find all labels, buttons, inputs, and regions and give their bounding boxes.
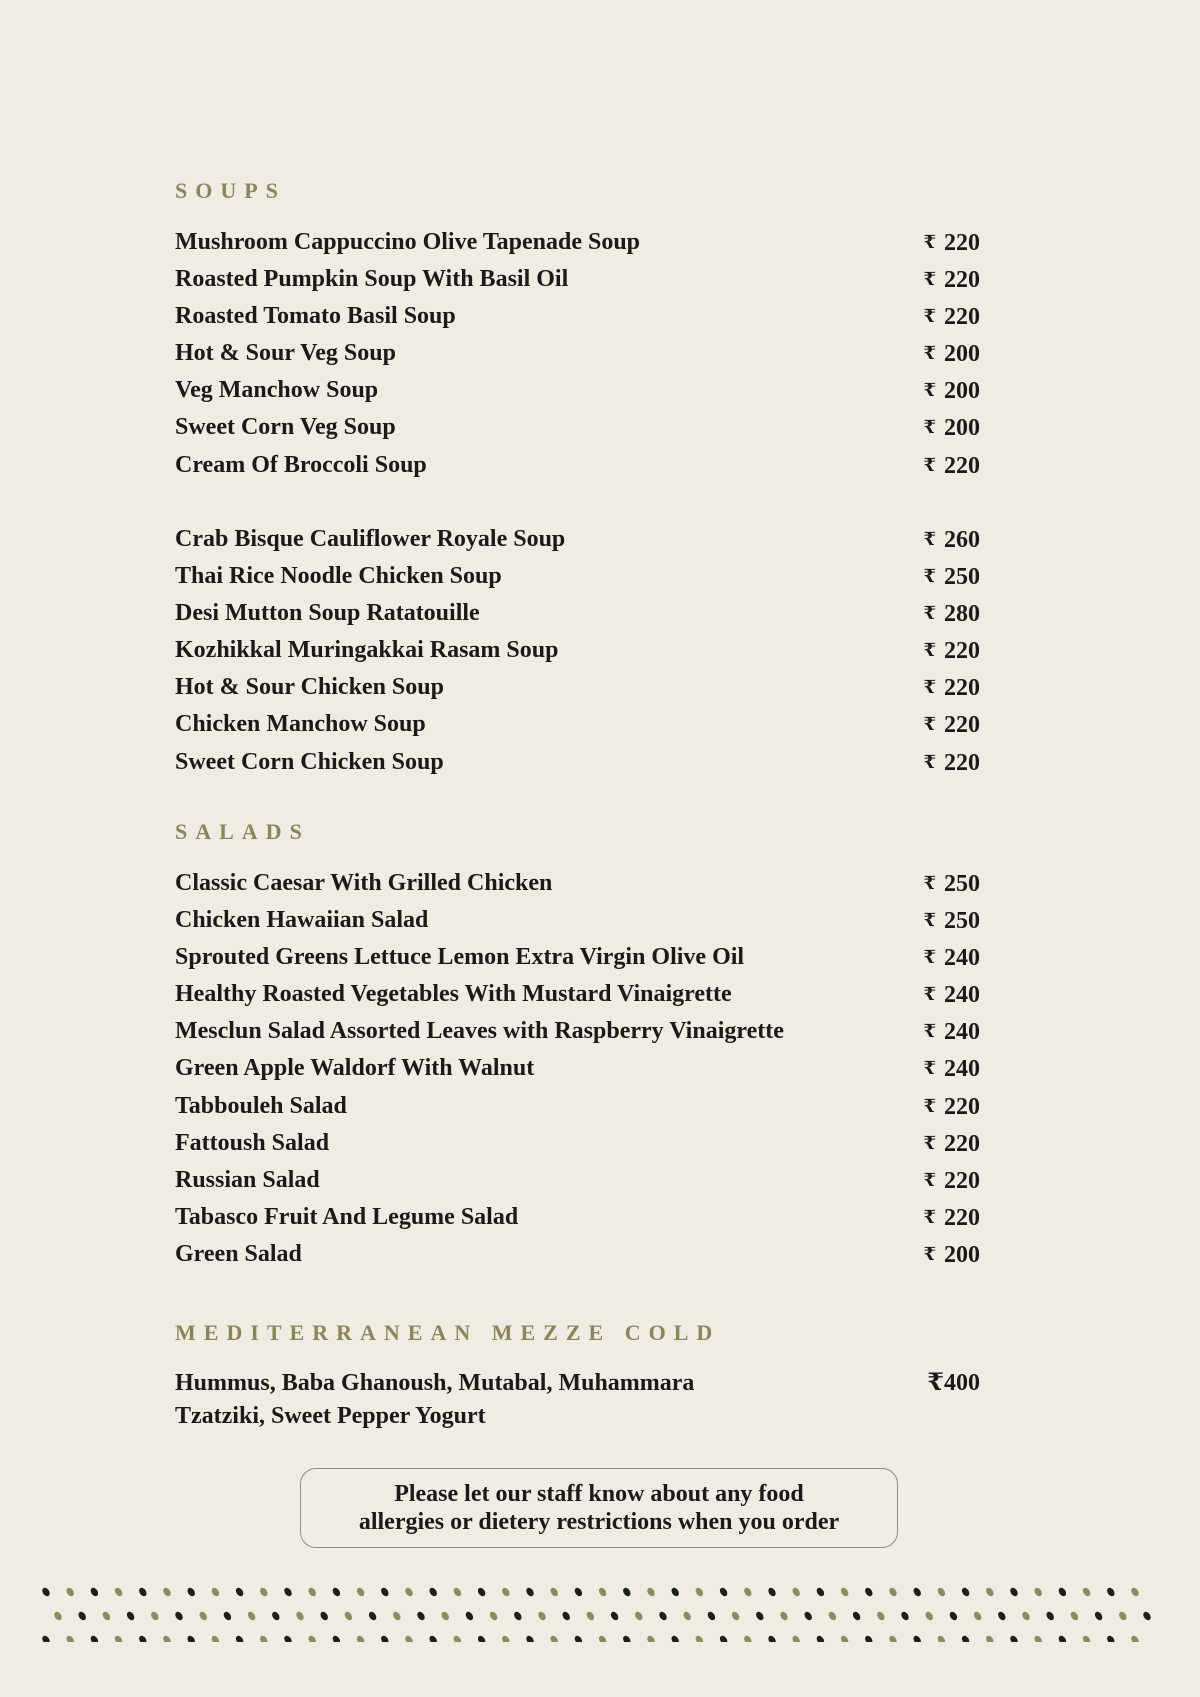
allergy-notice-line-2: allergies or dietery restrictions when you order — [358, 1509, 840, 1535]
decorative-dot — [138, 1634, 149, 1642]
decorative-dot — [694, 1586, 705, 1597]
decorative-dot — [948, 1610, 959, 1621]
menu-item — [175, 562, 980, 599]
decorative-dot — [924, 1610, 935, 1621]
decorative-dot — [1130, 1586, 1141, 1597]
decorative-dot — [271, 1610, 282, 1621]
decorative-dot — [1021, 1610, 1032, 1621]
menu-item — [175, 1166, 980, 1203]
decorative-dot — [549, 1586, 560, 1597]
menu-item-price-value: 220 — [944, 304, 980, 331]
decorative-dot — [960, 1634, 971, 1642]
menu-item-name: Desi Mutton Soup Ratatouille — [175, 600, 480, 627]
decorative-dot — [65, 1586, 76, 1597]
menu-item-name: Classic Caesar With Grilled Chicken — [175, 870, 553, 896]
decorative-dot — [706, 1610, 717, 1621]
decorative-dot — [815, 1586, 826, 1597]
decorative-dot — [525, 1634, 536, 1642]
rupee-icon: ₹ — [923, 269, 936, 290]
decorative-dot — [355, 1634, 366, 1642]
menu-item-price-value: 220 — [944, 267, 980, 294]
mezze-heading: MEDITERRANEAN MEZZE COLD — [175, 1320, 721, 1345]
decorative-dot — [234, 1634, 245, 1642]
decorative-dot — [331, 1634, 342, 1642]
menu-item-name: Healthy Roasted Vegetables With Mustard Vinaigrette — [175, 981, 732, 1008]
menu-item-name: Fattoush Salad — [175, 1129, 330, 1156]
decorative-dot — [634, 1610, 645, 1621]
decorative-dot — [646, 1586, 657, 1597]
decorative-dot — [41, 1586, 52, 1597]
menu-item-price-value: 220 — [944, 712, 980, 739]
decorative-dot — [476, 1586, 487, 1597]
rupee-icon: ₹ — [923, 1206, 936, 1227]
menu-item-price-value: 220 — [944, 1093, 980, 1120]
rupee-icon: ₹ — [923, 1132, 936, 1153]
decorative-dot — [428, 1586, 439, 1597]
decorative-dot — [138, 1586, 149, 1597]
decorative-dot — [997, 1610, 1008, 1621]
decorative-dot — [609, 1610, 620, 1621]
menu-item-price — [923, 376, 980, 405]
menu-item-price — [923, 1092, 980, 1121]
mezze-item — [175, 1367, 980, 1433]
menu-item — [175, 710, 980, 747]
menu-item-name: Green Salad — [175, 1240, 302, 1267]
rupee-icon: ₹ — [923, 566, 936, 587]
decorative-dot-pattern — [36, 1582, 1166, 1642]
decorative-dot — [561, 1610, 572, 1621]
menu-item — [175, 980, 980, 1017]
mezze-price-value: 400 — [944, 1370, 980, 1396]
menu-item-name: Hot & Sour Veg Soup — [175, 340, 396, 367]
rupee-icon: ₹ — [923, 751, 936, 772]
menu-item-price — [923, 943, 980, 972]
menu-item — [175, 265, 980, 302]
menu-item-price — [923, 451, 980, 480]
decorative-dot — [488, 1610, 499, 1621]
menu-item-price-value: 240 — [944, 1056, 980, 1083]
decorative-dot — [694, 1634, 705, 1642]
decorative-dot — [670, 1586, 681, 1597]
mezze-item-line-2: Tzatziki, Sweet Pepper Yogurt — [175, 1403, 486, 1429]
decorative-dot — [162, 1586, 173, 1597]
decorative-dot — [767, 1634, 778, 1642]
decorative-dot — [622, 1586, 633, 1597]
menu-item-price-value: 220 — [944, 452, 980, 479]
decorative-dot — [1081, 1586, 1092, 1597]
rupee-icon: ₹ — [923, 640, 936, 661]
decorative-dot — [392, 1610, 403, 1621]
decorative-dot — [367, 1610, 378, 1621]
decorative-dot — [1045, 1610, 1056, 1621]
decorative-dot — [1033, 1586, 1044, 1597]
decorative-dot — [210, 1586, 221, 1597]
menu-item-name: Tabbouleh Salad — [175, 1092, 347, 1119]
decorative-dot — [1106, 1634, 1117, 1642]
decorative-dot — [295, 1610, 306, 1621]
menu-item-price — [923, 1166, 980, 1195]
decorative-dot — [440, 1610, 451, 1621]
decorative-dot — [682, 1610, 693, 1621]
decorative-dot — [1106, 1586, 1117, 1597]
rupee-icon: ₹ — [923, 1058, 936, 1079]
decorative-dot — [730, 1610, 741, 1621]
decorative-dot — [985, 1634, 996, 1642]
menu-item-name: Roasted Pumpkin Soup With Basil Oil — [175, 266, 569, 293]
menu-item-price — [923, 869, 980, 898]
menu-item — [175, 1092, 980, 1129]
decorative-dot — [525, 1586, 536, 1597]
decorative-dot — [513, 1610, 524, 1621]
decorative-dot — [150, 1610, 161, 1621]
menu-item — [175, 1017, 980, 1054]
decorative-dot — [1057, 1634, 1068, 1642]
menu-item-price-value: 250 — [944, 908, 980, 935]
menu-item — [175, 376, 980, 413]
menu-item-price — [923, 673, 980, 702]
rupee-icon: ₹ — [923, 380, 936, 401]
rupee-icon: ₹ — [923, 714, 936, 735]
decorative-dot — [101, 1610, 112, 1621]
menu-item-price-value: 250 — [944, 564, 980, 591]
decorative-dot — [791, 1634, 802, 1642]
menu-item-name: Russian Salad — [175, 1166, 320, 1193]
decorative-dot — [960, 1586, 971, 1597]
decorative-dot — [851, 1610, 862, 1621]
rupee-icon: ₹ — [923, 873, 936, 893]
menu-item-price-value: 200 — [944, 415, 980, 442]
menu-item-price — [923, 599, 980, 628]
menu-item-name: Cream Of Broccoli Soup — [175, 451, 427, 478]
menu-item — [175, 1203, 980, 1240]
decorative-dot — [464, 1610, 475, 1621]
decorative-dot — [718, 1634, 729, 1642]
decorative-dot — [864, 1586, 875, 1597]
soups-heading: SOUPS — [175, 178, 286, 203]
rupee-icon: ₹ — [923, 454, 936, 475]
menu-item-price-value: 220 — [944, 230, 980, 256]
decorative-dot — [343, 1610, 354, 1621]
decorative-dot — [1130, 1634, 1141, 1642]
menu-item — [175, 525, 980, 562]
menu-item-price-value: 200 — [944, 378, 980, 405]
menu-item — [175, 869, 980, 906]
menu-item-name: Hot & Sour Chicken Soup — [175, 674, 444, 701]
decorative-dot — [1009, 1586, 1020, 1597]
allergy-notice-line-1: Please let our staff know about any food — [394, 1481, 804, 1507]
menu-item-price-value: 220 — [944, 638, 980, 665]
menu-item-price — [923, 265, 980, 294]
decorative-dot — [186, 1634, 197, 1642]
menu-item-price-value: 260 — [944, 527, 980, 553]
decorative-dot — [1033, 1634, 1044, 1642]
decorative-dot — [670, 1634, 681, 1642]
decorative-dot — [174, 1610, 185, 1621]
menu-item — [175, 748, 980, 785]
decorative-dot — [53, 1610, 64, 1621]
menu-item — [175, 636, 980, 673]
mezze-item-price — [927, 1367, 980, 1400]
menu-item-name: Kozhikkal Muringakkai Rasam Soup — [175, 637, 559, 664]
menu-item-name: Green Apple Waldorf With Walnut — [175, 1055, 535, 1082]
menu-item-name: Veg Manchow Soup — [175, 377, 379, 404]
decorative-dot — [428, 1634, 439, 1642]
decorative-dot — [501, 1586, 512, 1597]
menu-item-price-value: 240 — [944, 982, 980, 1009]
menu-item-name: Sweet Corn Veg Soup — [175, 414, 396, 441]
decorative-dot — [246, 1610, 257, 1621]
decorative-dot — [125, 1610, 136, 1621]
menu-item — [175, 599, 980, 636]
menu-item-price — [923, 980, 980, 1009]
decorative-dot — [597, 1634, 608, 1642]
decorative-dot — [718, 1586, 729, 1597]
mezze-item-line-1: Hummus, Baba Ghanoush, Mutabal, Muhammara — [175, 1370, 695, 1396]
decorative-dot — [186, 1586, 197, 1597]
decorative-dot — [803, 1610, 814, 1621]
decorative-dot — [501, 1634, 512, 1642]
rupee-icon: ₹ — [923, 1243, 936, 1264]
menu-item-price — [923, 1054, 980, 1083]
rupee-icon: ₹ — [923, 1095, 936, 1116]
rupee-icon: ₹ — [923, 947, 936, 968]
decorative-dot — [876, 1610, 887, 1621]
menu-item-price-value: 220 — [944, 675, 980, 702]
decorative-dot — [839, 1586, 850, 1597]
decorative-dot — [622, 1634, 633, 1642]
decorative-dot — [779, 1610, 790, 1621]
menu-item-price-value: 250 — [944, 871, 980, 897]
menu-item-price-value: 240 — [944, 945, 980, 972]
decorative-dot — [1142, 1610, 1153, 1621]
menu-item-price — [923, 1203, 980, 1232]
decorative-dot — [1093, 1610, 1104, 1621]
menu-item-price — [923, 525, 980, 554]
decorative-dot — [452, 1634, 463, 1642]
menu-item-name: Chicken Hawaiian Salad — [175, 907, 429, 934]
decorative-dot — [573, 1586, 584, 1597]
decorative-dot — [573, 1634, 584, 1642]
menu-item — [175, 228, 980, 265]
menu-item-price-value: 200 — [944, 341, 980, 368]
decorative-dot — [404, 1586, 415, 1597]
decorative-dot — [864, 1634, 875, 1642]
menu-item — [175, 1129, 980, 1166]
menu-item-price — [923, 1129, 980, 1158]
decorative-dot — [77, 1610, 88, 1621]
decorative-dot — [41, 1634, 52, 1642]
menu-item-price — [923, 562, 980, 591]
decorative-dot — [755, 1610, 766, 1621]
decorative-dot — [89, 1634, 100, 1642]
decorative-dot — [416, 1610, 427, 1621]
decorative-dot — [815, 1634, 826, 1642]
menu-item-name: Crab Bisque Cauliflower Royale Soup — [175, 526, 566, 552]
menu-item-price — [923, 636, 980, 665]
decorative-dot — [380, 1586, 391, 1597]
decorative-dot — [331, 1586, 342, 1597]
menu-item — [175, 1054, 980, 1091]
decorative-dot — [65, 1634, 76, 1642]
decorative-dot — [307, 1634, 318, 1642]
menu-item-name: Sprouted Greens Lettuce Lemon Extra Virgin Olive Oil — [175, 944, 745, 971]
decorative-dot — [549, 1634, 560, 1642]
decorative-dot — [936, 1586, 947, 1597]
decorative-dot — [900, 1610, 911, 1621]
menu-item-price — [923, 302, 980, 331]
rupee-icon: ₹ — [923, 603, 936, 624]
rupee-icon: ₹ — [923, 1021, 936, 1042]
menu-item-name: Tabasco Fruit And Legume Salad — [175, 1203, 519, 1230]
menu-item-price-value: 200 — [944, 1241, 980, 1268]
decorative-dot — [307, 1586, 318, 1597]
menu-item-name: Mushroom Cappuccino Olive Tapenade Soup — [175, 229, 641, 255]
soups-veg-list — [175, 228, 980, 488]
decorative-dot — [1057, 1586, 1068, 1597]
menu-item-price — [923, 710, 980, 739]
decorative-dot — [936, 1634, 947, 1642]
decorative-dot — [827, 1610, 838, 1621]
decorative-dot — [839, 1634, 850, 1642]
menu-item — [175, 1240, 980, 1277]
decorative-dot — [985, 1586, 996, 1597]
decorative-dot — [646, 1634, 657, 1642]
decorative-dot — [404, 1634, 415, 1642]
menu-item-price — [923, 1240, 980, 1269]
menu-item-name: Thai Rice Noodle Chicken Soup — [175, 563, 502, 590]
decorative-dot — [162, 1634, 173, 1642]
rupee-icon: ₹ — [923, 677, 936, 698]
decorative-dot — [972, 1610, 983, 1621]
allergy-notice — [300, 1468, 898, 1548]
decorative-dot — [743, 1634, 754, 1642]
menu-item — [175, 906, 980, 943]
decorative-dot — [89, 1586, 100, 1597]
menu-item — [175, 451, 980, 488]
decorative-dot — [767, 1586, 778, 1597]
decorative-dot — [1118, 1610, 1129, 1621]
decorative-dot — [234, 1586, 245, 1597]
menu-item-price-value: 220 — [944, 1130, 980, 1157]
menu-item-price-value: 220 — [944, 1204, 980, 1231]
menu-item — [175, 673, 980, 710]
decorative-dot — [222, 1610, 233, 1621]
decorative-dot — [888, 1634, 899, 1642]
menu-item-price-value: 240 — [944, 1019, 980, 1046]
menu-item-price — [923, 339, 980, 368]
soups-nonveg-list — [175, 525, 980, 785]
menu-item-price — [923, 228, 980, 257]
menu-item — [175, 413, 980, 450]
decorative-dot — [912, 1586, 923, 1597]
decorative-dot — [743, 1586, 754, 1597]
decorative-dot — [912, 1634, 923, 1642]
decorative-dot — [283, 1586, 294, 1597]
decorative-dot — [259, 1586, 270, 1597]
rupee-icon: ₹ — [923, 910, 936, 931]
decorative-dot — [113, 1634, 124, 1642]
salads-heading: SALADS — [175, 819, 310, 844]
menu-item-price — [923, 1017, 980, 1046]
decorative-dot — [259, 1634, 270, 1642]
decorative-dot — [283, 1634, 294, 1642]
decorative-dot — [1081, 1634, 1092, 1642]
decorative-dot — [476, 1634, 487, 1642]
menu-item-price-value: 220 — [944, 1167, 980, 1194]
rupee-icon: ₹ — [923, 1169, 936, 1190]
decorative-dot — [537, 1610, 548, 1621]
rupee-icon: ₹ — [923, 343, 936, 364]
decorative-dot — [597, 1586, 608, 1597]
menu-item-name: Roasted Tomato Basil Soup — [175, 303, 456, 330]
decorative-dot — [452, 1586, 463, 1597]
decorative-dot — [1069, 1610, 1080, 1621]
decorative-dot — [319, 1610, 330, 1621]
rupee-icon: ₹ — [927, 1370, 944, 1396]
decorative-dot — [113, 1586, 124, 1597]
menu-item — [175, 302, 980, 339]
menu-item-price — [923, 748, 980, 777]
decorative-dot — [791, 1586, 802, 1597]
decorative-dot — [1009, 1634, 1020, 1642]
decorative-dot — [210, 1634, 221, 1642]
menu-item-name: Sweet Corn Chicken Soup — [175, 748, 444, 775]
rupee-icon: ₹ — [923, 306, 936, 327]
menu-item-price-value: 220 — [944, 749, 980, 776]
menu-item-name: Chicken Manchow Soup — [175, 711, 426, 738]
menu-item-price-value: 280 — [944, 601, 980, 628]
menu-item — [175, 943, 980, 980]
decorative-dot — [198, 1610, 209, 1621]
rupee-icon: ₹ — [923, 232, 936, 252]
menu-item-price — [923, 906, 980, 935]
decorative-dot — [585, 1610, 596, 1621]
decorative-dot — [888, 1586, 899, 1597]
rupee-icon: ₹ — [923, 417, 936, 438]
decorative-dot — [380, 1634, 391, 1642]
menu-item-price — [923, 413, 980, 442]
rupee-icon: ₹ — [923, 984, 936, 1005]
rupee-icon: ₹ — [923, 529, 936, 549]
menu-item-name: Mesclun Salad Assorted Leaves with Raspberry Vinaigrette — [175, 1018, 784, 1045]
menu-item — [175, 339, 980, 376]
decorative-dot — [355, 1586, 366, 1597]
decorative-dot — [658, 1610, 669, 1621]
salads-list — [175, 869, 980, 1277]
